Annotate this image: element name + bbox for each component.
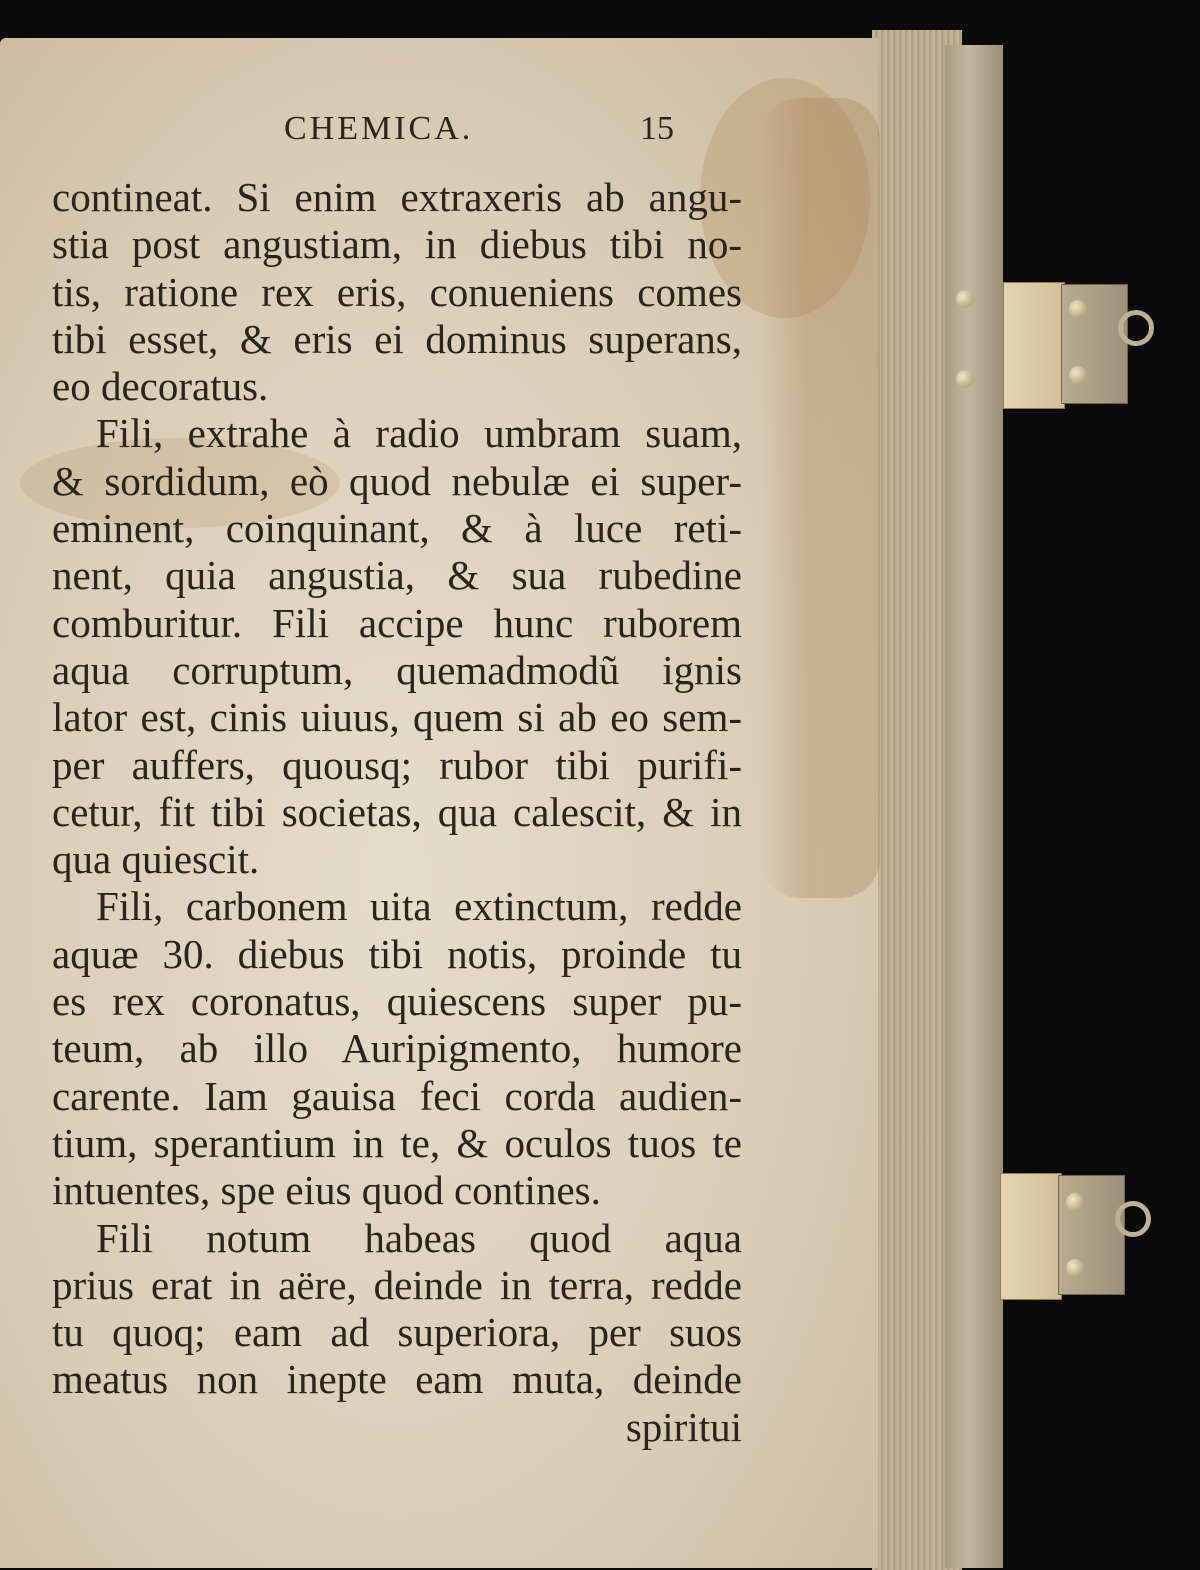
text-line: tis, ratione rex eris, conueniens comes: [52, 268, 742, 315]
text-line: spiritui: [625, 1403, 742, 1450]
lower-clasp: [1000, 1173, 1130, 1298]
text-line: stia post angustiam, in diebus tibi no-: [52, 221, 742, 268]
text-line: lator est, cinis uiuus, quem si ab eo sem-: [52, 694, 742, 741]
text-line: tium, sperantium in te, & oculos tuos te: [52, 1119, 742, 1166]
rivet-icon: [956, 370, 974, 388]
page-number: 15: [640, 110, 674, 147]
text-line: aqua corruptum, quemadmodũ ignis: [52, 646, 742, 693]
rivet-icon: [956, 290, 974, 308]
text-line: prius erat in aëre, deinde in terra, redde: [52, 1261, 742, 1308]
clasp-ring-icon: [1118, 310, 1154, 346]
text-line: nent, quia angustia, & sua rubedine: [52, 552, 742, 599]
text-line: aquæ 30. diebus tibi notis, proinde tu: [52, 930, 742, 977]
text-line: intuentes, spe eius quod contines.: [52, 1167, 601, 1214]
book-page: [0, 38, 878, 1568]
vellum-cover-edge: [945, 45, 1003, 1568]
text-line: cetur, fit tibi societas, qua calescit, & in: [52, 788, 742, 835]
text-line: eo decoratus.: [52, 363, 269, 410]
text-line: teum, ab illo Auripigmento, humore: [52, 1025, 742, 1072]
text-line: & sordidum, eò quod nebulæ ei super-: [52, 457, 742, 504]
text-line: tu quoq; eam ad superiora, per suos: [52, 1309, 742, 1356]
text-lines: [52, 174, 742, 1451]
clasp-leather-band: [1003, 282, 1065, 409]
rivet-icon: [1066, 1259, 1084, 1277]
text-line: es rex coronatus, quiescens super pu-: [52, 978, 742, 1025]
text-line: per auffers, quousq; rubor tibi purifi-: [52, 741, 742, 788]
rivet-icon: [1066, 1193, 1084, 1211]
text-line: qua quiescit.: [52, 836, 260, 883]
running-head: CHEMICA.: [284, 110, 474, 147]
text-line: tibi esset, & eris ei dominus superans,: [52, 315, 742, 362]
clasp-ring-icon: [1115, 1201, 1151, 1237]
text-line: eminent, coinquinant, & à luce reti-: [52, 505, 742, 552]
text-line: contineat. Si enim extraxeris ab angu-: [52, 174, 742, 220]
upper-clasp: [1003, 282, 1133, 407]
text-line: Fili, carbonem uita extinctum, redde: [96, 883, 742, 930]
text-line: meatus non inepte eam muta, deinde: [52, 1356, 742, 1403]
text-line: comburitur. Fili accipe hunc ruborem: [52, 599, 742, 646]
rivet-icon: [1069, 366, 1087, 384]
text-line: carente. Iam gauisa feci corda audien-: [52, 1072, 742, 1119]
rivet-icon: [1069, 300, 1087, 318]
text-line: Fili notum habeas quod aqua: [96, 1214, 742, 1261]
page-text: [0, 38, 878, 1568]
clasp-leather-band: [1000, 1173, 1062, 1300]
text-line: Fili, extrahe à radio umbram suam,: [96, 410, 742, 457]
clasp-metal-plate: [1058, 1175, 1125, 1295]
